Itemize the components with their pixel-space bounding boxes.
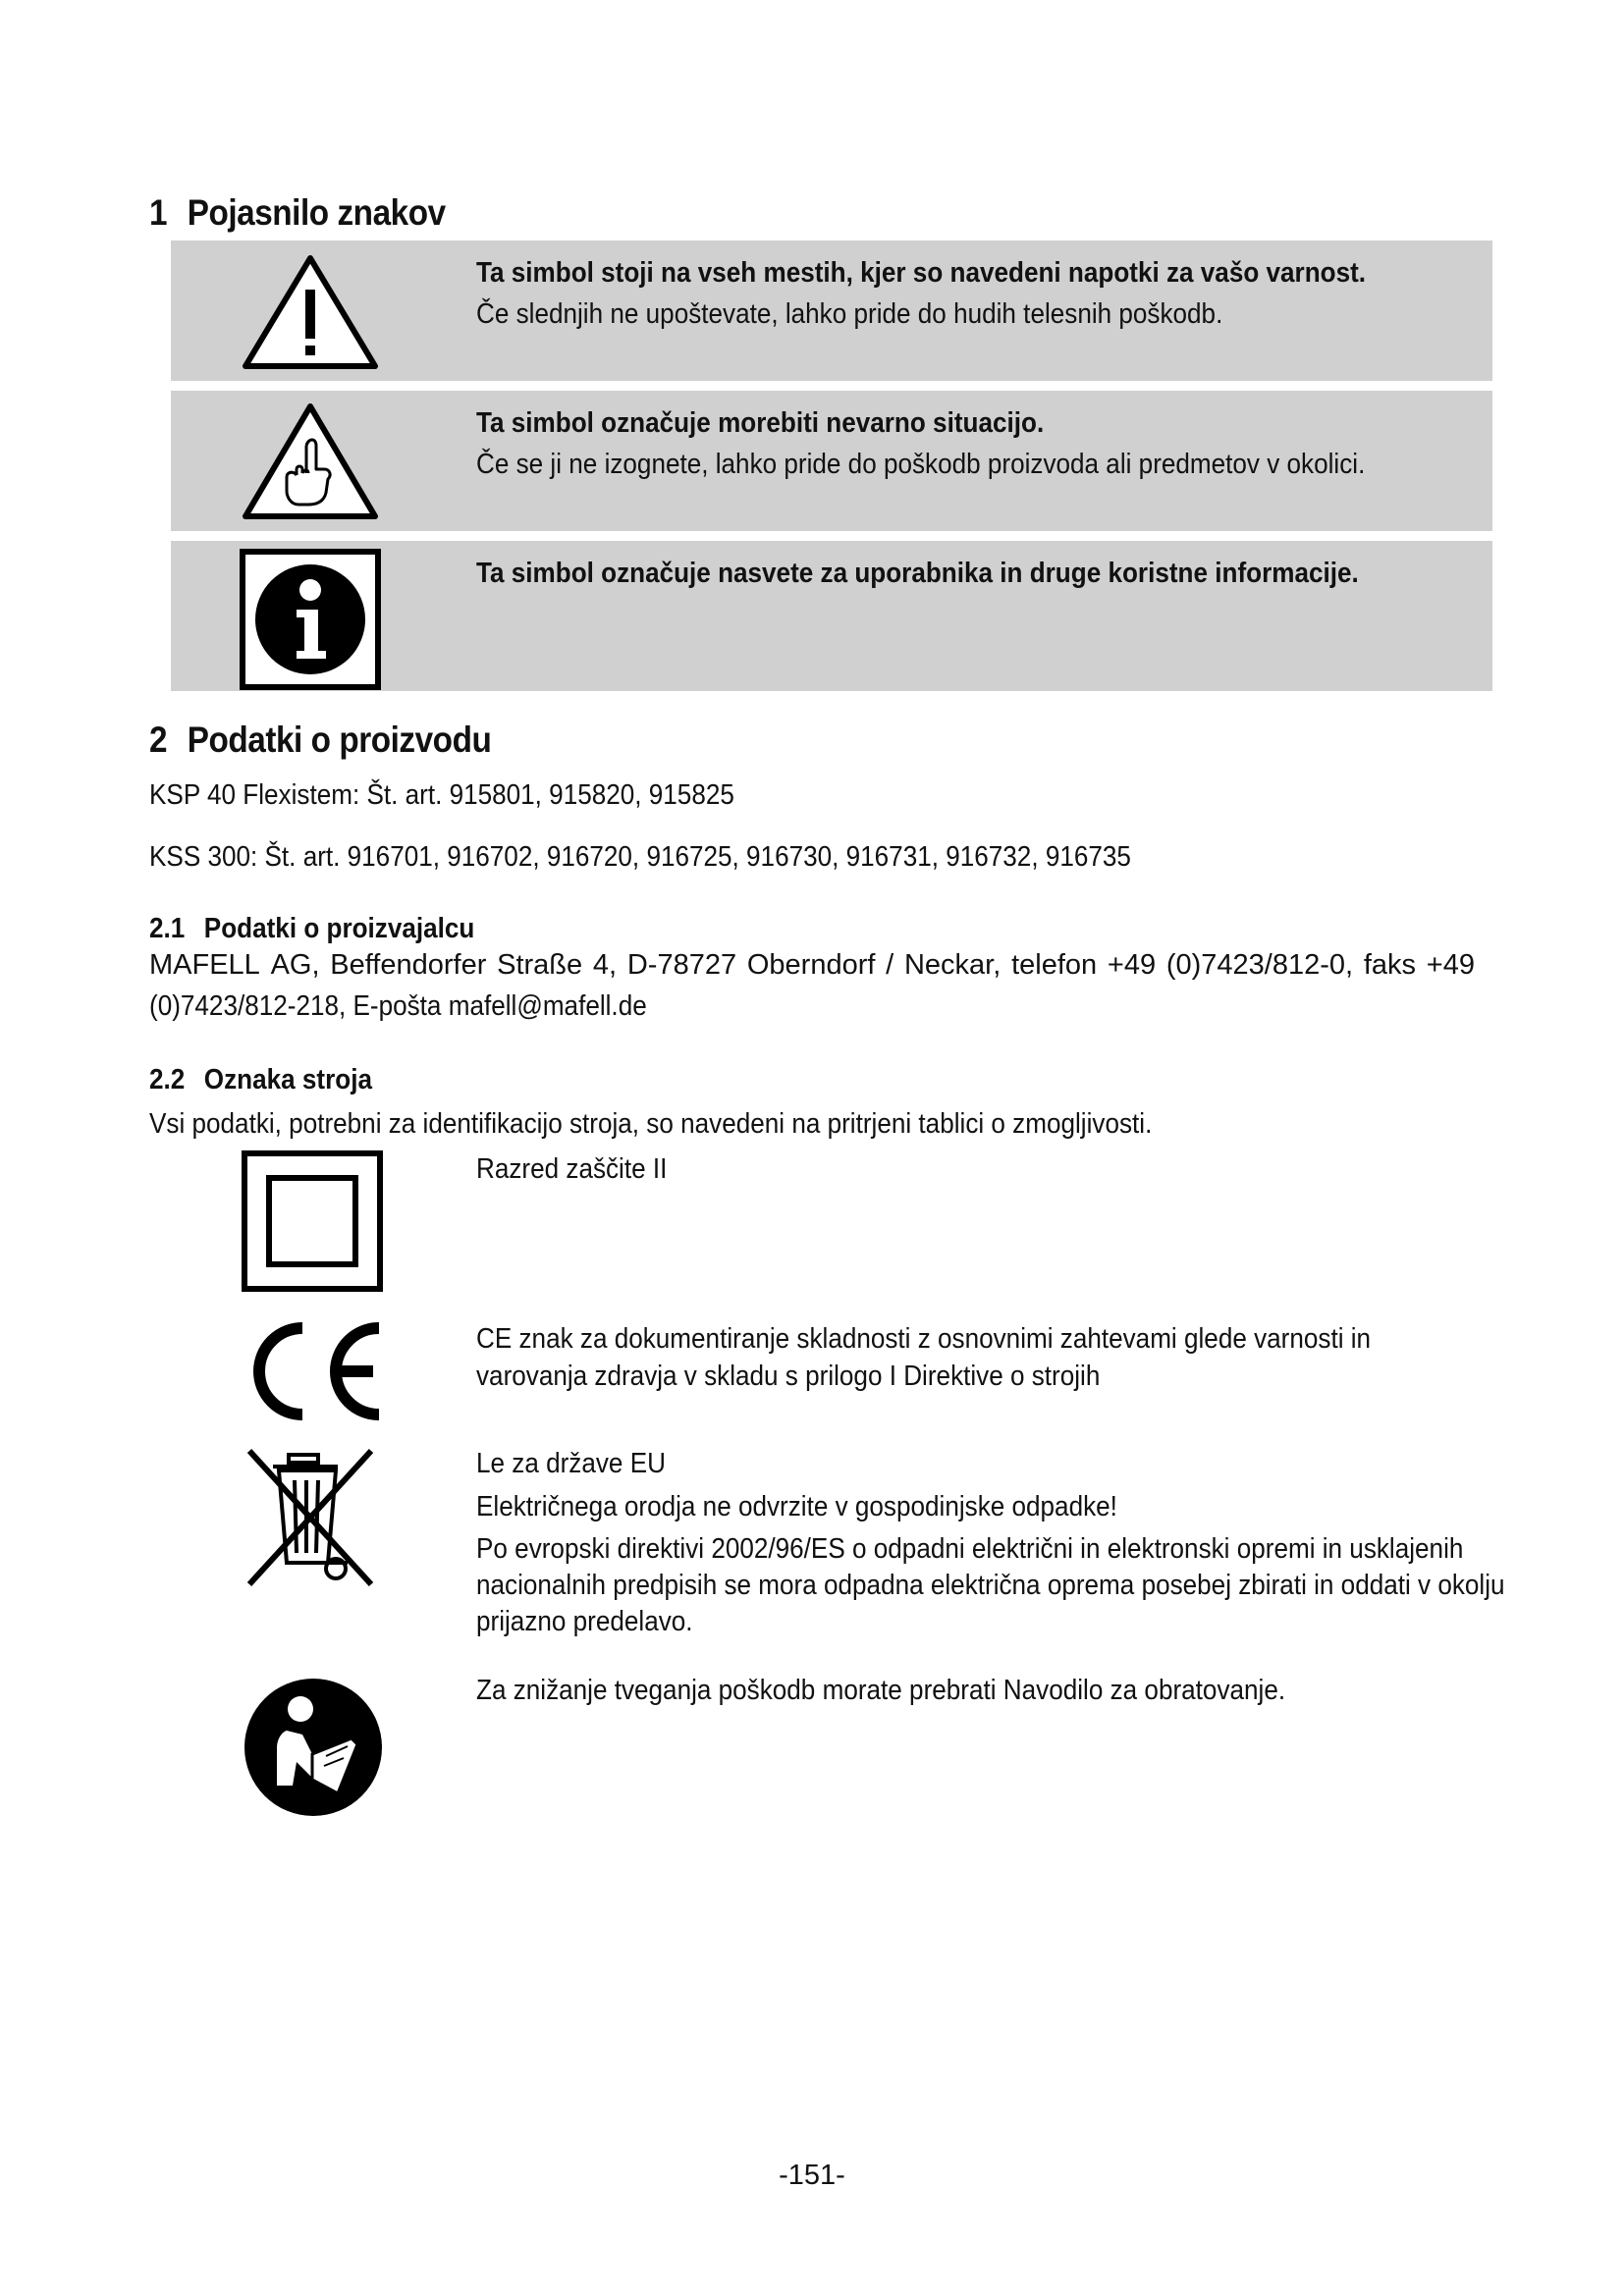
symbol-2-bold-text: Ta simbol označuje morebiti nevarno situacijo. bbox=[476, 407, 1045, 439]
manufacturer-word: +49 bbox=[1426, 949, 1475, 981]
protection-class-ii-icon bbox=[242, 1150, 383, 1297]
manufacturer-word: (0)7423/812-0, bbox=[1165, 949, 1354, 981]
weee-text-1: Le za države EU bbox=[476, 1448, 666, 1479]
manufacturer-line-2: (0)7423/812-218, E-pošta mafell@mafell.de bbox=[149, 990, 647, 1022]
machine-marking-intro: Vsi podatki, potrebni za identifikacijo stroja, so navedeni na pritrjeni tablici o zmogljivosti. bbox=[149, 1108, 1153, 1140]
manufacturer-word: telefon bbox=[1011, 949, 1098, 981]
manufacturer-word: MAFELL bbox=[149, 949, 260, 981]
manufacturer-word: 4, bbox=[592, 949, 618, 981]
subsection-2-1-title: Podatki o proizvajalcu bbox=[203, 913, 475, 944]
symbol-row-info bbox=[171, 541, 1492, 691]
section-2-title: Podatki o proizvodu bbox=[187, 720, 492, 760]
manufacturer-info bbox=[149, 944, 1475, 1027]
manufacturer-word: / bbox=[886, 949, 894, 981]
subsection-2-1-heading: 2.1 Podatki o proizvajalcu bbox=[149, 913, 475, 944]
read-manual-text: Za znižanje tveganja poškodb morate prebrati Navodilo za obratovanje. bbox=[476, 1675, 1286, 1706]
section-1-heading: 1 Pojasnilo znakov bbox=[149, 192, 446, 233]
section-2-heading: 2 Podatki o proizvodu bbox=[149, 720, 492, 760]
symbol-2-text: Če se ji ne izognete, lahko pride do poškodb proizvoda ali predmetov v okolici. bbox=[476, 449, 1366, 480]
manufacturer-word: Oberndorf bbox=[746, 949, 876, 981]
symbol-1-text: Če slednjih ne upoštevate, lahko pride do hudih telesnih poškodb. bbox=[476, 298, 1223, 330]
ce-mark-icon bbox=[242, 1320, 389, 1427]
symbol-row-caution bbox=[171, 391, 1492, 531]
weee-text-3: Po evropski direktivi 2002/96/ES o odpadni električni in elektronski opremi in usklajenih nacionalnih predpisih se mora odpadna električna oprema posebej zbirati in oddati v okolju prijazno predelavo. bbox=[476, 1533, 1505, 1637]
mark-row-weee bbox=[149, 1445, 1505, 1641]
mark-row-protection-class bbox=[149, 1150, 1485, 1293]
manufacturer-word: Neckar, bbox=[903, 949, 1001, 981]
mark-row-read-manual bbox=[149, 1672, 1485, 1819]
mark-row-ce bbox=[149, 1320, 1485, 1418]
product-line-ksp: KSP 40 Flexistem: Št. art. 915801, 915820, 915825 bbox=[149, 779, 734, 811]
read-manual-icon bbox=[242, 1676, 385, 1824]
ce-mark-text: CE znak za dokumentiranje skladnosti z osnovnimi zahtevami glede varnosti in varovanja zdravja v skladu s prilogo I Direktive o strojih bbox=[476, 1323, 1372, 1392]
product-line-kss: KSS 300: Št. art. 916701, 916702, 916720, 916725, 916730, 916731, 916732, 916735 bbox=[149, 841, 1131, 873]
symbol-3-bold-text: Ta simbol označuje nasvete za uporabnika in druge koristne informacije. bbox=[476, 558, 1359, 589]
warning-hand-icon bbox=[240, 399, 381, 529]
page-number: -151- bbox=[779, 2160, 845, 2191]
weee-text-2: Električnega orodja ne odvrzite v gospodinjske odpadke! bbox=[476, 1491, 1117, 1522]
symbol-row-warning bbox=[171, 240, 1492, 381]
manufacturer-word: AG, bbox=[270, 949, 320, 981]
symbol-1-bold-text: Ta simbol stoji na vseh mestih, kjer so navedeni napotki za vašo varnost. bbox=[476, 257, 1367, 289]
manufacturer-word: faks bbox=[1363, 949, 1417, 981]
subsection-2-2-heading: 2.2 Oznaka stroja bbox=[149, 1064, 372, 1095]
manufacturer-word: Beffendorfer bbox=[330, 949, 487, 981]
manufacturer-line-1 bbox=[149, 944, 1475, 986]
manufacturer-word: Straße bbox=[497, 949, 583, 981]
weee-bin-icon bbox=[245, 1445, 377, 1597]
protection-class-text: Razred zaščite II bbox=[476, 1153, 668, 1185]
subsection-2-2-title: Oznaka stroja bbox=[203, 1064, 372, 1095]
manufacturer-word: D-78727 bbox=[626, 949, 737, 981]
warning-exclamation-icon bbox=[240, 250, 381, 379]
section-1-title: Pojasnilo znakov bbox=[187, 192, 446, 233]
manufacturer-word: +49 bbox=[1107, 949, 1157, 981]
info-icon bbox=[240, 549, 381, 695]
